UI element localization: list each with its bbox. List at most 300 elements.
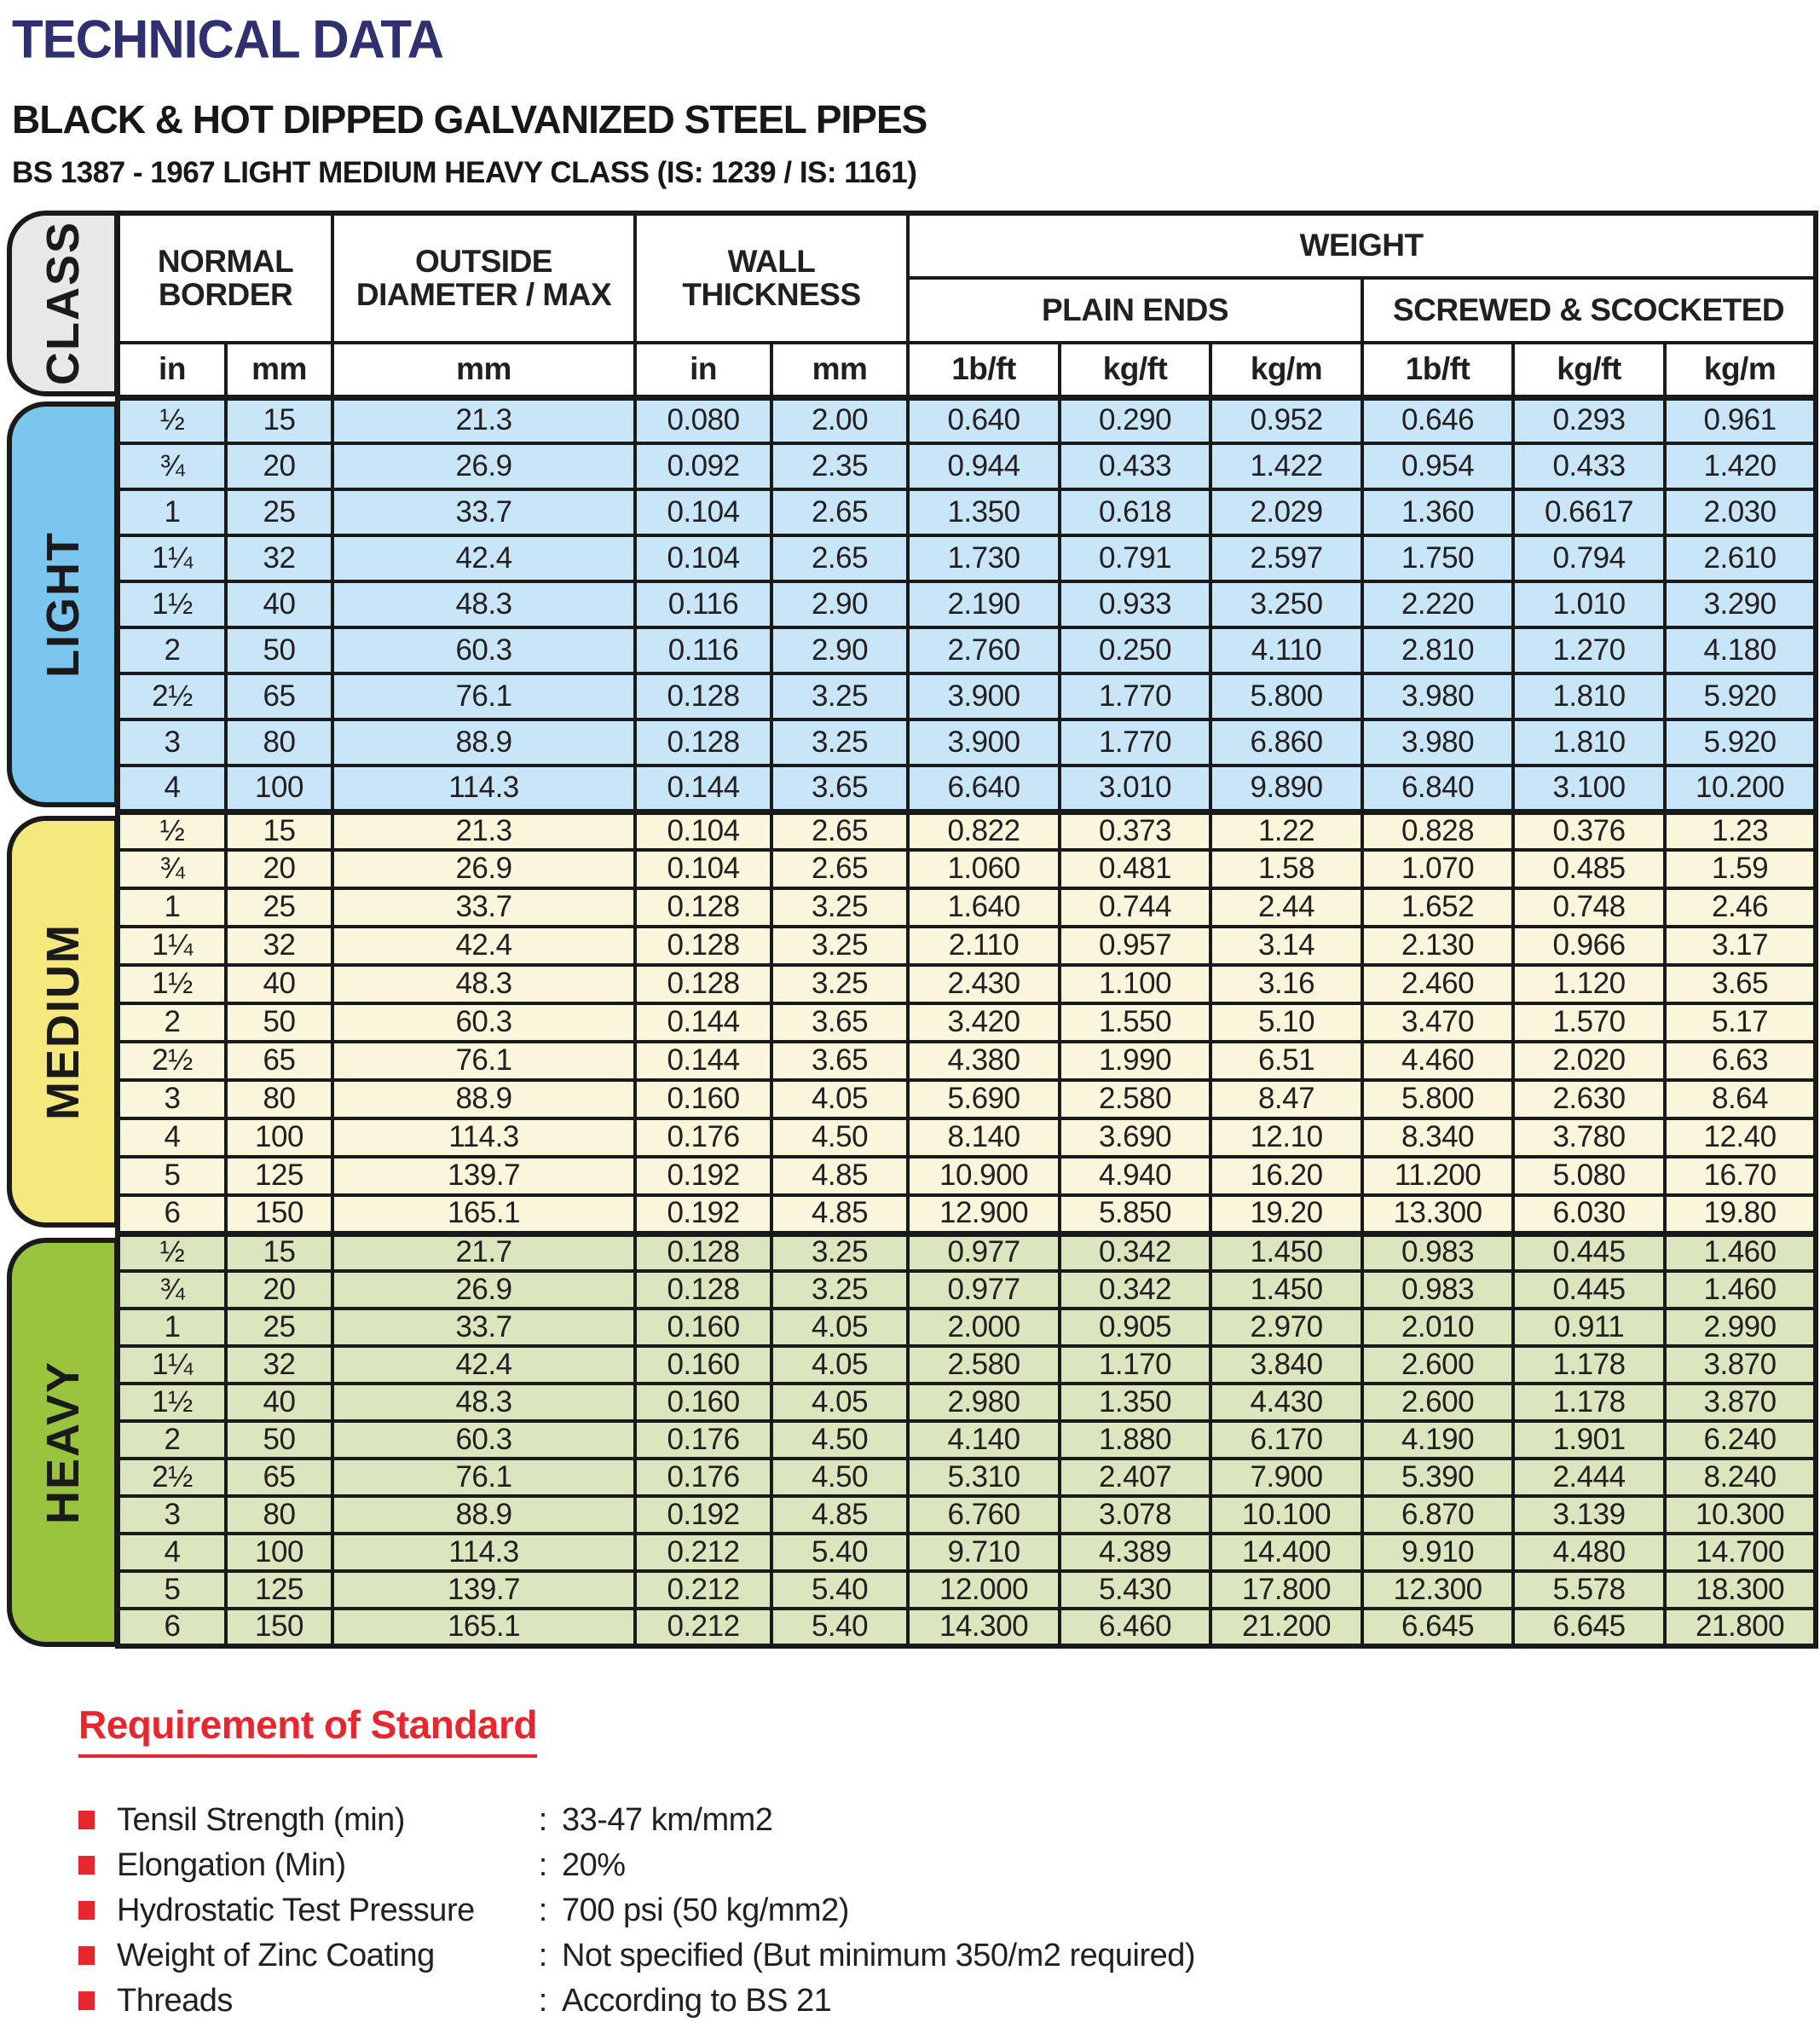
table-cell: 4.389	[1060, 1534, 1210, 1571]
requirements-section	[78, 1702, 1820, 2028]
table-cell: 6.645	[1513, 1609, 1665, 1646]
table-row	[118, 489, 1816, 535]
table-row	[118, 1421, 1816, 1459]
table-cell: 4.430	[1210, 1384, 1362, 1421]
table-cell: 0.176	[635, 1118, 771, 1157]
table-cell: 5.690	[908, 1080, 1060, 1118]
table-cell: 0.794	[1513, 535, 1665, 581]
table-cell: 80	[226, 1496, 332, 1534]
table-cell: 1	[118, 888, 226, 927]
table-cell: 2.190	[908, 581, 1060, 627]
table-cell: 12.900	[908, 1195, 1060, 1234]
table-cell: 1.990	[1060, 1042, 1210, 1080]
bullet-square-icon	[78, 1946, 95, 1965]
bullet-square-icon	[78, 1811, 95, 1829]
table-cell: 10.200	[1665, 766, 1816, 812]
table-cell: 3.870	[1665, 1384, 1816, 1421]
table-row	[118, 1459, 1816, 1496]
requirement-value: Not specified (But minimum 350/m2 required)	[562, 1938, 1196, 1973]
requirement-value: According to BS 21	[562, 1983, 832, 2019]
table-cell: 3	[118, 1496, 226, 1534]
table-cell: 5.850	[1060, 1195, 1210, 1234]
table-cell: 1.730	[908, 535, 1060, 581]
table-cell: 0.977	[908, 1234, 1060, 1271]
table-cell: 1½	[118, 581, 226, 627]
table-cell: 2.600	[1362, 1346, 1513, 1384]
table-cell: 10.900	[908, 1157, 1060, 1195]
table-cell: 3.25	[771, 888, 908, 927]
table-cell: 2.220	[1362, 581, 1513, 627]
table-cell: 2.600	[1362, 1384, 1513, 1421]
table-cell: 1.170	[1060, 1346, 1210, 1384]
requirement-label: Weight of Zinc Coating	[117, 1938, 435, 1973]
table-cell: 1½	[118, 965, 226, 1003]
table-cell: 0.128	[635, 719, 771, 766]
requirement-colon: :	[538, 1802, 548, 1838]
table-cell: 5.800	[1362, 1080, 1513, 1118]
table-cell: 13.300	[1362, 1195, 1513, 1234]
table-cell: 19.80	[1665, 1195, 1816, 1234]
unit-header: kg/ft	[1060, 343, 1210, 397]
table-cell: 1.22	[1210, 812, 1362, 850]
table-cell: 0.640	[908, 397, 1060, 443]
requirement-value: 700 psi (50 kg/mm2)	[562, 1892, 849, 1928]
unit-header: kg/ft	[1513, 343, 1665, 397]
table-row	[118, 1609, 1816, 1646]
table-cell: 0.966	[1513, 927, 1665, 965]
class-tab-medium	[7, 816, 119, 1228]
table-cell: 6.870	[1362, 1496, 1513, 1534]
table-cell: 0.485	[1513, 850, 1665, 888]
table-cell: 4.50	[771, 1421, 908, 1459]
table-cell: 17.800	[1210, 1571, 1362, 1609]
requirement-item	[78, 1847, 1820, 1892]
table-cell: 0.373	[1060, 812, 1210, 850]
table-cell: 2.90	[771, 627, 908, 673]
table-row	[118, 719, 1816, 766]
class-tab-heavy-label: HEAVY	[38, 1360, 89, 1525]
table-cell: 42.4	[332, 535, 635, 581]
table-cell: 3.870	[1665, 1346, 1816, 1384]
table-cell: 25	[226, 489, 332, 535]
table-cell: 12.300	[1362, 1571, 1513, 1609]
table-cell: 3.25	[771, 719, 908, 766]
table-cell: 0.104	[635, 535, 771, 581]
table-cell: 2.407	[1060, 1459, 1210, 1496]
table-cell: 40	[226, 1384, 332, 1421]
table-cell: 65	[226, 1459, 332, 1496]
table-cell: 0.192	[635, 1157, 771, 1195]
bullet-square-icon	[78, 1856, 95, 1875]
table-cell: 12.10	[1210, 1118, 1362, 1157]
table-cell: 2.65	[771, 535, 908, 581]
table-cell: 2.970	[1210, 1309, 1362, 1346]
table-cell: 6.240	[1665, 1421, 1816, 1459]
table-row	[118, 1042, 1816, 1080]
table-cell: 5.17	[1665, 1003, 1816, 1042]
table-cell: 6.170	[1210, 1421, 1362, 1459]
table-row	[118, 1346, 1816, 1384]
table-cell: 2.810	[1362, 627, 1513, 673]
table-cell: 2½	[118, 1459, 226, 1496]
table-cell: 5.40	[771, 1609, 908, 1646]
table-cell: 1.350	[1060, 1384, 1210, 1421]
unit-header: 1b/ft	[1362, 343, 1513, 397]
table-cell: 2½	[118, 1042, 226, 1080]
table-cell: 0.905	[1060, 1309, 1210, 1346]
table-cell: 139.7	[332, 1157, 635, 1195]
table-cell: 3.078	[1060, 1496, 1210, 1534]
requirement-item	[78, 1892, 1820, 1938]
table-cell: 2	[118, 627, 226, 673]
table-cell: 1.460	[1665, 1271, 1816, 1309]
table-cell: 4.05	[771, 1309, 908, 1346]
table-cell: 0.933	[1060, 581, 1210, 627]
table-cell: 5.40	[771, 1571, 908, 1609]
table-cell: 1.652	[1362, 888, 1513, 927]
table-cell: 6.51	[1210, 1042, 1362, 1080]
table-cell: 0.481	[1060, 850, 1210, 888]
table-cell: 0.144	[635, 1003, 771, 1042]
table-cell: 2.010	[1362, 1309, 1513, 1346]
table-cell: 0.116	[635, 581, 771, 627]
table-cell: 2.630	[1513, 1080, 1665, 1118]
table-cell: ½	[118, 812, 226, 850]
table-cell: 150	[226, 1609, 332, 1646]
table-row	[118, 581, 1816, 627]
column-header-normal-border: NORMAL BORDER	[118, 213, 332, 343]
table-cell: 8.140	[908, 1118, 1060, 1157]
table-cell: 10.300	[1665, 1496, 1816, 1534]
table-cell: ½	[118, 397, 226, 443]
class-tab-heavy	[7, 1238, 119, 1647]
table-cell: 0.144	[635, 1042, 771, 1080]
table-cell: 48.3	[332, 965, 635, 1003]
table-cell: 3.900	[908, 673, 1060, 719]
table-cell: 4.50	[771, 1459, 908, 1496]
table-cell: 2.35	[771, 443, 908, 489]
table-cell: 5.390	[1362, 1459, 1513, 1496]
table-cell: 0.293	[1513, 397, 1665, 443]
table-cell: 88.9	[332, 1496, 635, 1534]
table-cell: 139.7	[332, 1571, 635, 1609]
table-cell: 33.7	[332, 489, 635, 535]
table-row	[118, 850, 1816, 888]
table-cell: 3.100	[1513, 766, 1665, 812]
table-cell: 3.65	[771, 1003, 908, 1042]
table-cell: 5.310	[908, 1459, 1060, 1496]
unit-header: mm	[226, 343, 332, 397]
table-cell: 0.748	[1513, 888, 1665, 927]
table-cell: 4.05	[771, 1346, 908, 1384]
table-cell: 6.460	[1060, 1609, 1210, 1646]
unit-header: kg/m	[1210, 343, 1362, 397]
table-cell: 3.900	[908, 719, 1060, 766]
table-cell: 150	[226, 1195, 332, 1234]
table-cell: 12.000	[908, 1571, 1060, 1609]
table-cell: 6.860	[1210, 719, 1362, 766]
table-cell: 50	[226, 627, 332, 673]
bullet-square-icon	[78, 1901, 95, 1920]
page-subtitle: BLACK & HOT DIPPED GALVANIZED STEEL PIPES	[12, 97, 927, 142]
page-title: TECHNICAL DATA	[12, 9, 443, 70]
table-cell: 0.144	[635, 766, 771, 812]
table-cell: 50	[226, 1003, 332, 1042]
table-cell: 2.030	[1665, 489, 1816, 535]
requirement-value: 33-47 km/mm2	[562, 1802, 773, 1838]
table-cell: 20	[226, 850, 332, 888]
table-cell: 1.270	[1513, 627, 1665, 673]
table-cell: 5.10	[1210, 1003, 1362, 1042]
table-cell: 3.17	[1665, 927, 1816, 965]
class-header-tab	[7, 211, 119, 396]
table-cell: 0.116	[635, 627, 771, 673]
table-cell: 1	[118, 1309, 226, 1346]
column-header-plain-ends: PLAIN ENDS	[908, 278, 1362, 343]
table-cell: 165.1	[332, 1609, 635, 1646]
unit-header: mm	[771, 343, 908, 397]
table-cell: 3.470	[1362, 1003, 1513, 1042]
table-cell: 0.104	[635, 812, 771, 850]
table-cell: 1.58	[1210, 850, 1362, 888]
table-cell: 3.25	[771, 965, 908, 1003]
table-cell: 2.980	[908, 1384, 1060, 1421]
table-cell: 25	[226, 888, 332, 927]
table-row	[118, 812, 1816, 850]
table-cell: 9.910	[1362, 1534, 1513, 1571]
table-cell: 8.47	[1210, 1080, 1362, 1118]
table-cell: 3.25	[771, 1234, 908, 1271]
table-row	[118, 1157, 1816, 1195]
table-cell: 3.25	[771, 673, 908, 719]
table-cell: 1¼	[118, 535, 226, 581]
table-cell: 1.59	[1665, 850, 1816, 888]
requirement-colon: :	[538, 1847, 548, 1883]
pipe-specifications-table	[115, 211, 1818, 1649]
table-cell: 10.100	[1210, 1496, 1362, 1534]
table-cell: 1.770	[1060, 719, 1210, 766]
table-cell: 5.920	[1665, 719, 1816, 766]
table-cell: 4.05	[771, 1384, 908, 1421]
requirement-colon: :	[538, 1892, 548, 1928]
table-row	[118, 1571, 1816, 1609]
table-cell: 33.7	[332, 888, 635, 927]
table-cell: 8.340	[1362, 1118, 1513, 1157]
table-cell: 0.445	[1513, 1234, 1665, 1271]
table-cell: 48.3	[332, 1384, 635, 1421]
table-cell: 4.190	[1362, 1421, 1513, 1459]
table-cell: 1.100	[1060, 965, 1210, 1003]
table-cell: 60.3	[332, 1421, 635, 1459]
table-cell: 2.990	[1665, 1309, 1816, 1346]
table-cell: 20	[226, 443, 332, 489]
table-cell: 4	[118, 766, 226, 812]
table-cell: 100	[226, 1118, 332, 1157]
table-cell: 1.420	[1665, 443, 1816, 489]
table-row	[118, 627, 1816, 673]
table-cell: 3.780	[1513, 1118, 1665, 1157]
table-cell: 1.120	[1513, 965, 1665, 1003]
document-header	[0, 0, 1820, 190]
table-cell: 6.030	[1513, 1195, 1665, 1234]
column-header-weight: WEIGHT	[908, 213, 1816, 278]
table-cell: 1.460	[1665, 1234, 1816, 1271]
table-cell: 1.178	[1513, 1346, 1665, 1384]
table-cell: 2.000	[908, 1309, 1060, 1346]
table-cell: 0.192	[635, 1496, 771, 1534]
table-cell: 2.00	[771, 397, 908, 443]
table-cell: 2.90	[771, 581, 908, 627]
table-cell: 80	[226, 1080, 332, 1118]
table-cell: 42.4	[332, 927, 635, 965]
table-cell: 1.060	[908, 850, 1060, 888]
table-cell: 1.550	[1060, 1003, 1210, 1042]
table-cell: 114.3	[332, 1118, 635, 1157]
table-cell: 0.160	[635, 1309, 771, 1346]
bullet-square-icon	[78, 1991, 95, 2010]
table-cell: 40	[226, 965, 332, 1003]
table-cell: 1.350	[908, 489, 1060, 535]
table-cell: 5.578	[1513, 1571, 1665, 1609]
table-cell: 12.40	[1665, 1118, 1816, 1157]
table-cell: 2.760	[908, 627, 1060, 673]
table-row	[118, 443, 1816, 489]
requirement-label: Tensil Strength (min)	[117, 1802, 405, 1838]
table-cell: 3.250	[1210, 581, 1362, 627]
table-cell: 60.3	[332, 627, 635, 673]
table-cell: 0.160	[635, 1346, 771, 1384]
table-cell: 1	[118, 489, 226, 535]
class-tab-light	[7, 402, 119, 807]
table-cell: 3.840	[1210, 1346, 1362, 1384]
table-cell: 14.700	[1665, 1534, 1816, 1571]
table-cell: 0.646	[1362, 397, 1513, 443]
table-cell: 2	[118, 1003, 226, 1042]
table-cell: 0.961	[1665, 397, 1816, 443]
table-cell: 15	[226, 397, 332, 443]
table-cell: 100	[226, 1534, 332, 1571]
table-cell: 5	[118, 1157, 226, 1195]
table-cell: 0.791	[1060, 535, 1210, 581]
table-row	[118, 535, 1816, 581]
unit-header: 1b/ft	[908, 343, 1060, 397]
table-cell: 7.900	[1210, 1459, 1362, 1496]
requirement-label: Hydrostatic Test Pressure	[117, 1892, 475, 1928]
table-cell: 2.65	[771, 812, 908, 850]
table-cell: 0.290	[1060, 397, 1210, 443]
table-cell: 0.618	[1060, 489, 1210, 535]
table-cell: 6.760	[908, 1496, 1060, 1534]
table-cell: 14.300	[908, 1609, 1060, 1646]
table-cell: 0.212	[635, 1571, 771, 1609]
table-cell: 1½	[118, 1384, 226, 1421]
table-cell: 1.070	[1362, 850, 1513, 888]
table-cell: 100	[226, 766, 332, 812]
table-cell: 16.20	[1210, 1157, 1362, 1195]
table-cell: 0.376	[1513, 812, 1665, 850]
table-cell: 4.940	[1060, 1157, 1210, 1195]
table-row	[118, 1080, 1816, 1118]
table-cell: 2.130	[1362, 927, 1513, 965]
requirement-item	[78, 1983, 1820, 2028]
table-cell: 4.380	[908, 1042, 1060, 1080]
table-cell: 0.080	[635, 397, 771, 443]
table-cell: 26.9	[332, 850, 635, 888]
table-cell: 2.610	[1665, 535, 1816, 581]
table-cell: 3.010	[1060, 766, 1210, 812]
table-cell: 2.444	[1513, 1459, 1665, 1496]
table-cell: 4.140	[908, 1421, 1060, 1459]
table-cell: 0.983	[1362, 1271, 1513, 1309]
table-row	[118, 766, 1816, 812]
requirement-label: Elongation (Min)	[117, 1847, 346, 1883]
table-cell: 15	[226, 812, 332, 850]
table-cell: 0.128	[635, 673, 771, 719]
table-cell: 3.139	[1513, 1496, 1665, 1534]
table-cell: 3.25	[771, 1271, 908, 1309]
table-cell: 2.110	[908, 927, 1060, 965]
table-cell: 19.20	[1210, 1195, 1362, 1234]
column-header-wall-thickness: WALL THICKNESS	[635, 213, 908, 343]
table-cell: 0.957	[1060, 927, 1210, 965]
table-cell: 3.16	[1210, 965, 1362, 1003]
table-cell: 9.890	[1210, 766, 1362, 812]
table-cell: 1.23	[1665, 812, 1816, 850]
table-cell: 0.954	[1362, 443, 1513, 489]
requirement-value: 20%	[562, 1847, 626, 1883]
table-cell: 5	[118, 1571, 226, 1609]
table-cell: 11.200	[1362, 1157, 1513, 1195]
table-cell: 6.645	[1362, 1609, 1513, 1646]
column-header-outside-diameter: OUTSIDE DIAMETER / MAX	[332, 213, 635, 343]
table-cell: 6.840	[1362, 766, 1513, 812]
table-cell: 5.080	[1513, 1157, 1665, 1195]
table-cell: 21.3	[332, 812, 635, 850]
table-cell: 1.770	[1060, 673, 1210, 719]
table-row	[118, 1309, 1816, 1346]
table-cell: 1.450	[1210, 1271, 1362, 1309]
table-cell: 4	[118, 1534, 226, 1571]
table-cell: 33.7	[332, 1309, 635, 1346]
table-cell: 4.110	[1210, 627, 1362, 673]
requirement-item	[78, 1938, 1820, 1983]
table-cell: 3.14	[1210, 927, 1362, 965]
table-cell: 3.690	[1060, 1118, 1210, 1157]
table-row	[118, 1195, 1816, 1234]
table-cell: 2.580	[908, 1346, 1060, 1384]
table-row	[118, 1003, 1816, 1042]
table-cell: 0.944	[908, 443, 1060, 489]
class-tab-light-label: LIGHT	[38, 531, 89, 678]
table-cell: 8.64	[1665, 1080, 1816, 1118]
table-cell: 4.460	[1362, 1042, 1513, 1080]
table-cell: 76.1	[332, 1459, 635, 1496]
table-cell: 1.901	[1513, 1421, 1665, 1459]
table-cell: 165.1	[332, 1195, 635, 1234]
table-cell: 60.3	[332, 1003, 635, 1042]
table-cell: 0.952	[1210, 397, 1362, 443]
pipe-data-table-area	[7, 211, 1813, 1649]
table-row	[118, 888, 1816, 927]
table-cell: 40	[226, 581, 332, 627]
table-cell: 0.092	[635, 443, 771, 489]
standard-reference-line: BS 1387 - 1967 LIGHT MEDIUM HEAVY CLASS (IS: 1239 / IS: 1161)	[12, 156, 917, 189]
table-cell: 1.810	[1513, 673, 1665, 719]
table-cell: 0.983	[1362, 1234, 1513, 1271]
table-cell: ¾	[118, 443, 226, 489]
table-cell: 0.433	[1513, 443, 1665, 489]
table-cell: 4	[118, 1118, 226, 1157]
